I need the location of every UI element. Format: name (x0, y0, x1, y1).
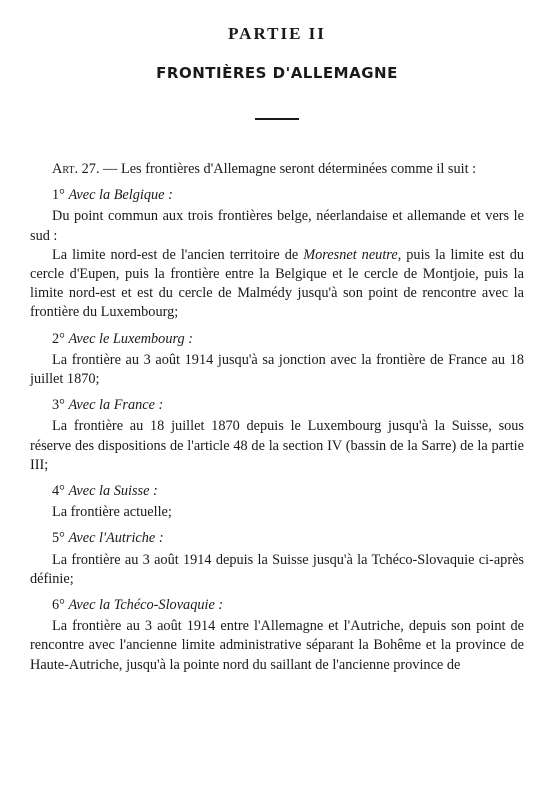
paragraph-france: La frontière au 18 juillet 1870 depuis le Luxembourg jusqu'à la Suisse, sous réserve des dispositions de l'article 48 de la section IV (bassin de la Sarre) de la partie III; (30, 418, 524, 473)
paragraph-text: , puis la limite est du cercle d'Eupen, puis la frontière entre la Belgique et le cercle de Montjoie, puis la limite nord-est et est du cercle de Malmédy jusqu'à son point de rencontre avec la frontière du Luxembourg; (30, 246, 524, 321)
paragraph-emphasis: Moresnet neutre (303, 246, 398, 263)
heading-number: 1° (52, 187, 65, 204)
heading-label: Avec la France : (68, 397, 164, 414)
paragraph-tcheco-slovaquie: La frontière au 3 août 1914 entre l'Allemagne et l'Autriche, depuis son point de rencontre avec l'ancienne limite administrative séparant la Bohême et la province de Haute-Autriche, jusqu'à la pointe nord du saillant de l'ancienne province de (30, 618, 524, 673)
paragraph-text: La limite nord-est de l'ancien territoire de (52, 246, 304, 263)
paragraph-suisse: La frontière actuelle; (52, 504, 172, 521)
title-rule (255, 118, 299, 120)
article-number: Art. 27. (52, 161, 100, 177)
section-title: FRONTIÈRES D'ALLEMAGNE (156, 64, 398, 82)
heading-label: Avec la Tchéco-Slovaquie : (68, 597, 224, 614)
heading-france (30, 396, 524, 415)
paragraph-luxembourg: La frontière au 3 août 1914 jusqu'à sa jonction avec la frontière de France au 18 juillet 1870; (30, 351, 524, 388)
paragraph-belgique-1: Du point commun aux trois frontières belge, néerlandaise et allemande et vers le sud : (30, 208, 524, 244)
heading-number: 4° (52, 483, 65, 500)
heading-autriche (30, 529, 524, 548)
article-intro (30, 160, 524, 179)
heading-label: Avec l'Autriche : (68, 530, 164, 547)
part-title: PARTIE II (228, 24, 326, 43)
heading-number: 3° (52, 397, 65, 414)
heading-label: Avec le Luxembourg : (68, 330, 193, 347)
paragraph-autriche: La frontière au 3 août 1914 depuis la Suisse jusqu'à la Tchéco-Slovaquie ci-après définie; (30, 551, 524, 587)
heading-number: 2° (52, 330, 65, 347)
heading-number: 5° (52, 530, 65, 547)
paragraph-belgique-2 (30, 246, 524, 323)
heading-belgique (30, 186, 524, 205)
article-intro-text: — Les frontières d'Allemagne seront déterminées comme il suit : (99, 161, 477, 177)
heading-tcheco-slovaquie (30, 596, 524, 615)
article-body (30, 160, 524, 675)
heading-luxembourg (30, 330, 524, 349)
heading-number: 6° (52, 597, 65, 614)
heading-suisse (30, 482, 524, 501)
heading-label: Avec la Belgique : (68, 187, 173, 204)
heading-label: Avec la Suisse : (68, 483, 158, 500)
